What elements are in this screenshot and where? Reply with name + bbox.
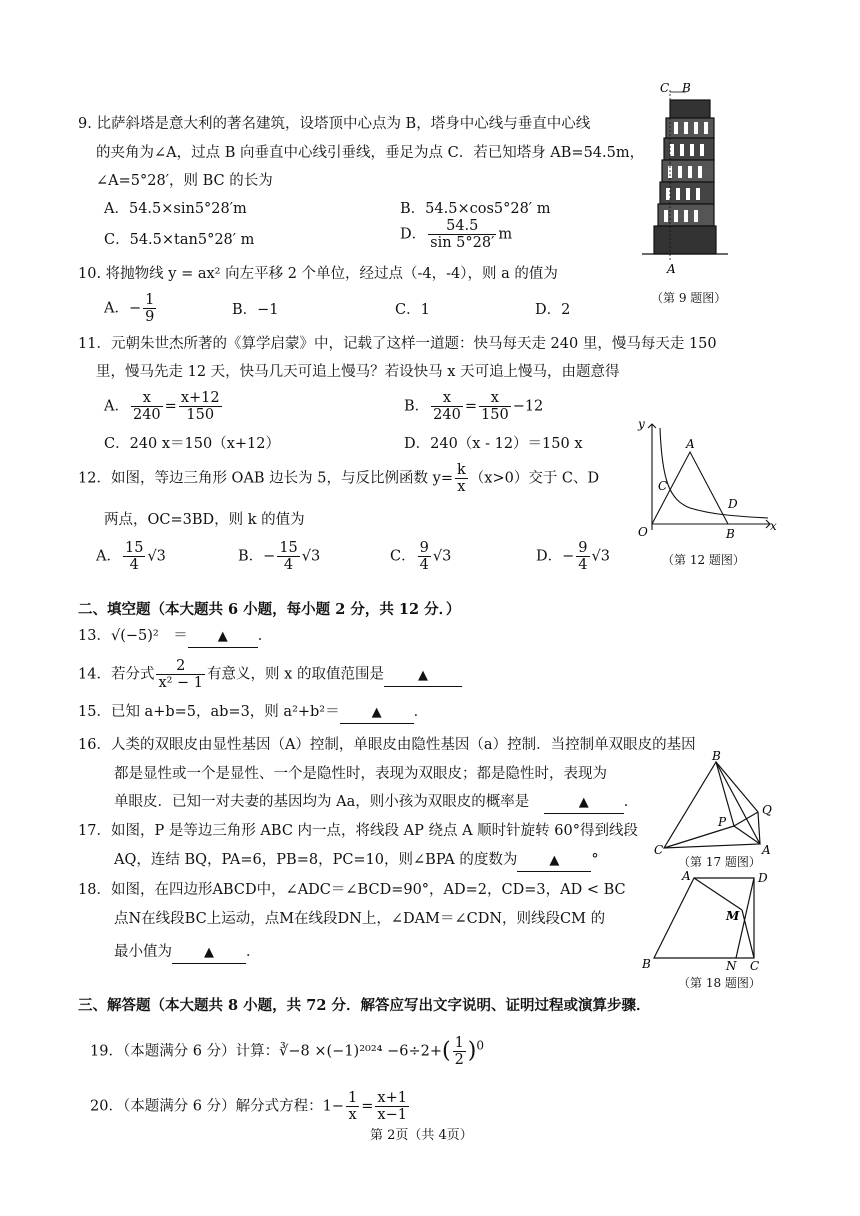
q9-label-a: A bbox=[667, 262, 676, 276]
q18-figure bbox=[640, 870, 780, 972]
q17-label-c: C bbox=[654, 843, 664, 857]
q18-figure-caption: （第 18 题图） bbox=[678, 976, 761, 990]
q12-option-d: D．− $\frac{9}{4}$ √3 bbox=[536, 540, 610, 573]
q13: 13．√(−5)² ＝ ▲ ． bbox=[78, 626, 272, 648]
q10-option-d: D．2 bbox=[535, 302, 571, 318]
q16-line3: 单眼皮．已知一对夫妻的基因均为 Aa，则小孩为双眼皮的概率是 ▲ ． bbox=[114, 792, 638, 814]
page-footer: 第 2页（共 4页） bbox=[370, 1128, 473, 1143]
q20: 20．（本题满分 6 分）解分式方程：1− $\frac{1}{x}$ = $\frac{x+1}{x-1}$ bbox=[90, 1090, 407, 1123]
q11-line1: 11．元朝朱世杰所著的《算学启蒙》中，记载了这样一道题：快马每天走 240 里，慢马每天走 150 bbox=[78, 336, 717, 352]
q11-option-a: A． $\frac{x}{240}$ = $\frac{x+12}{150}$ bbox=[104, 390, 220, 423]
q16-line1: 16．人类的双眼皮由显性基因（A）控制，单眼皮由隐性基因（a）控制．当控制单双眼皮的基因 bbox=[78, 737, 696, 753]
q12-option-b: B．− $\frac{15}{4}$ √3 bbox=[238, 540, 321, 573]
q17-label-a: A bbox=[762, 843, 771, 857]
q9-line2: 的夹角为∠A，过点 B 向垂直中心线引垂线，垂足为点 C．若已知塔身 AB=54.5m， bbox=[96, 145, 645, 161]
q9-label-c: C bbox=[660, 81, 670, 95]
section-2-heading: 二、填空题（本大题共 6 小题，每小题 2 分，共 12 分．） bbox=[78, 601, 461, 618]
q17-label-p: P bbox=[718, 815, 727, 829]
q12-figure bbox=[630, 412, 780, 542]
q9-option-c: C．54.5×tan5°28′ m bbox=[104, 232, 255, 248]
q18-label-c: C bbox=[750, 959, 760, 972]
q12-label-b: B bbox=[726, 527, 735, 541]
q9-line3: ∠A=5°28′，则 BC 的长为 bbox=[96, 173, 273, 189]
q19: 19．（本题满分 6 分）计算：∛−8 ×(−1)²⁰²⁴ −6÷2+( $\frac{1}{2}$ )$^0$ bbox=[90, 1035, 485, 1068]
section-3-heading: 三、解答题（本大题共 8 小题，共 72 分．解答应写出文字说明、证明过程或演算步骤． bbox=[78, 997, 651, 1014]
q9-figure-caption: （第 9 题图） bbox=[651, 291, 727, 305]
q9-option-d: D． $\frac{54.5}{\sin 5^\circ 28'}$ m bbox=[400, 218, 513, 251]
q18-label-m: M bbox=[726, 909, 740, 923]
q17-line1: 17．如图，P 是等边三角形 ABC 内一点，将线段 AP 绕点 A 顺时针旋转 60°得到线段 bbox=[78, 823, 638, 839]
q18-label-b: B bbox=[642, 957, 651, 971]
q12-line1: 12．如图，等边三角形 OAB 边长为 5，与反比例函数 y= $\frac{k}{x}$ （x>0）交于 C、D bbox=[78, 462, 600, 495]
q12-label-y: y bbox=[638, 417, 645, 431]
q12-label-o: O bbox=[638, 525, 648, 539]
q17-figure bbox=[654, 748, 784, 858]
q12-label-a: A bbox=[686, 437, 695, 451]
q16-line2: 都是显性或一个是显性、一个是隐性时，表现为双眼皮；都是隐性时，表现为 bbox=[114, 766, 607, 782]
q18-line2: 点N在线段BC上运动，点M在线段DN上，∠DAM＝∠CDN，则线段CM 的 bbox=[114, 911, 606, 927]
q12-option-a: A． $\frac{15}{4}$ √3 bbox=[96, 540, 166, 573]
q9-line1: 9. 比萨斜塔是意大利的著名建筑，设塔顶中心点为 B，塔身中心线与垂直中心线 bbox=[78, 116, 591, 132]
q15: 15．已知 a+b=5，ab=3，则 a²+b²＝ ▲ ． bbox=[78, 702, 428, 724]
q12-label-c: C bbox=[658, 479, 668, 493]
q12-label-d: D bbox=[728, 497, 738, 511]
q18-label-a: A bbox=[682, 870, 691, 883]
q12-option-c: C． $\frac{9}{4}$ √3 bbox=[390, 540, 452, 573]
q10-option-a: A．− $\frac{1}{9}$ bbox=[104, 292, 155, 325]
q17-label-q: Q bbox=[762, 803, 772, 817]
q14: 14．若分式 $\frac{2}{\text{x² − 1}}$ 有意义，则 x 的取值范围是 ▲ bbox=[78, 658, 462, 691]
q18-line3: 最小值为 ▲ ． bbox=[114, 942, 261, 964]
q12-figure-caption: （第 12 题图） bbox=[662, 553, 745, 567]
q9-tower-figure bbox=[640, 80, 740, 280]
q17-line2: AQ，连结 BQ，PA=6，PB=8，PC=10，则∠BPA 的度数为 ▲ ° bbox=[114, 850, 599, 872]
q10-option-c: C．1 bbox=[395, 302, 430, 318]
q12-label-x: x bbox=[770, 519, 777, 533]
q11-line2: 里，慢马先走 12 天，快马几天可追上慢马？若设快马 x 天可追上慢马，由题意得 bbox=[96, 364, 620, 380]
q17-figure-caption: （第 17 题图） bbox=[678, 855, 761, 869]
q18-label-d: D bbox=[758, 871, 768, 885]
q18-line1: 18．如图，在四边形ABCD中，∠ADC＝∠BCD=90°，AD=2，CD=3，AD < BC bbox=[78, 882, 626, 898]
q18-label-n: N bbox=[726, 959, 737, 972]
q11-option-d: D．240（x - 12）＝150 x bbox=[404, 436, 583, 452]
q9-option-b: B．54.5×cos5°28′ m bbox=[400, 201, 551, 217]
q17-label-b: B bbox=[712, 749, 721, 763]
q10-text: 10. 将抛物线 y = ax² 向左平移 2 个单位，经过点（-4，-4），则 a 的值为 bbox=[78, 266, 558, 282]
q11-option-b: B． $\frac{x}{240}$ = $\frac{x}{150}$ −12 bbox=[404, 390, 544, 423]
q10-option-b: B．−1 bbox=[232, 302, 279, 318]
q9-label-b: B bbox=[682, 81, 691, 95]
q12-line2: 两点，OC=3BD，则 k 的值为 bbox=[104, 512, 305, 528]
q9-option-a: A．54.5×sin5°28′m bbox=[104, 201, 247, 217]
q11-option-c: C．240 x＝150（x+12） bbox=[104, 436, 281, 452]
